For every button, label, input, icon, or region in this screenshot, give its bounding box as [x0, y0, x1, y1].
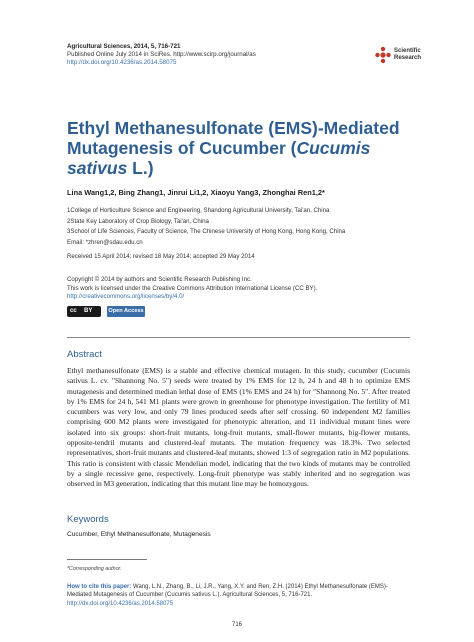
license-link[interactable]: http://creativecommons.org/licenses/by/4.0/ — [67, 293, 185, 301]
title-part-3: L.) — [127, 158, 154, 178]
copyright-line-2: This work is licensed under the Creative Commons Attribution International License (CC BY). — [67, 284, 318, 292]
by-label: BY — [84, 308, 93, 314]
paper-title — [67, 118, 407, 178]
keywords-text: Cucumber, Ethyl Methanesulfonate, Mutagenesis — [67, 531, 211, 538]
journal-citation: Agricultural Sciences, 2014, 5, 716-721 — [67, 43, 181, 50]
title-part-1: Ethyl Methanesulfonate (EMS)-Mediated — [67, 118, 400, 138]
citation-doi[interactable]: http://dx.doi.org/10.4236/as.2014.58075 — [67, 600, 174, 607]
citation — [67, 583, 412, 608]
keywords-heading: Keywords — [67, 514, 109, 525]
journal-published: Published Online July 2014 in SciRes. http://www.scirp.org/journal/as — [67, 51, 256, 58]
abstract-text: Ethyl methanesulfonate (EMS) is a stable and effective chemical mutagen. In this study, cucumber (Cucumis sativus L. cv. "Shannong No. 5") seeds were treated by 1% EMS for 12 h, 24 h and 48 h to optimize EMS mutagenesis and determined median lethal dose of EMS (1% EMS and 24 h) for "Shannong No. 5". After treated by 1% EMS for 24 h, 541 M1 plants were grown in greenhouse for phenotype investigation. The fertility of M1 cucumbers was very low, and only 79 lines produced seeds after self crossing. 60 independent M2 families comprising 600 M2 plants were investigated for phenotypic alteration, and 11 individual mutant lines were isolated into six groups: short-fruit mutants, long-fruit mutants, small-flower mutants, big-flower mutants, opposite-tendril mutants and clustered-leaf mutants. The mutation frequency was 18.3%. Two selected representatives, short-fruit mutants and clustered-leaf mutants, showed 1:3 of segregation ratio in M2 populations. This ratio is consistent with classic Mendelian model, indicating that the two kinds of mutants may be controlled by a single recessive gene, respectively. Long-fruit phenotype was stably inherited and no segregation was observed in M3 generation, indicating that this mutant line may be homozygous. — [67, 366, 410, 489]
cc-by-badge[interactable] — [67, 306, 101, 317]
journal-doi[interactable]: http://dx.doi.org/10.4236/as.2014.58075 — [67, 59, 177, 66]
open-access-badge[interactable]: Open Access — [107, 306, 145, 317]
publisher-logo — [374, 44, 444, 66]
copyright-line-1: Copyright © 2014 by authors and Scientific Research Publishing Inc. — [67, 276, 252, 283]
publisher-line-1: Scientific — [394, 48, 421, 54]
abstract-heading: Abstract — [67, 349, 102, 360]
citation-label: How to cite this paper: — [67, 584, 132, 590]
copyright — [67, 276, 397, 302]
affiliations — [67, 206, 407, 248]
citation-text: Wang, L.N., Zhang, B., Li, J.R., Yang, X.Y. and Ren, Z.H. (2014) Ethyl Methanesulfonate (EMS)-Mediated Mutagenesis of Cucumber (Cucumis sativus L.). Agricultural Sciences, 5, 716-721. — [67, 584, 388, 599]
title-italic: Cucumis sativus — [67, 138, 371, 178]
publisher-line-2: Research — [394, 55, 422, 61]
scientific-research-logo-icon — [374, 46, 392, 64]
dates: Received 15 April 2014; revised 18 May 2014; accepted 29 May 2014 — [67, 253, 255, 260]
affiliation-2: 2State Key Laboratory of Crop Biology, Tai'an, China — [67, 217, 209, 225]
journal-info — [67, 43, 256, 67]
authors: Lina Wang1,2, Bing Zhang1, Jinrui Li1,2, Xiaoyu Yang3, Zhonghai Ren1,2* — [67, 188, 325, 197]
title-part-2: Mutagenesis of Cucumber ( — [67, 138, 297, 158]
email[interactable]: Email: *zhren@sdau.edu.cn — [67, 238, 143, 246]
footnote-rule — [67, 559, 147, 560]
cc-label: cc — [70, 308, 77, 314]
divider-top — [67, 337, 410, 338]
affiliation-1: 1College of Horticulture Science and Engineering, Shandong Agricultural University, Tai'an, China — [67, 207, 330, 214]
affiliation-3: 3School of Life Sciences, Faculty of Science, The Chinese University of Hong Kong, Hong Kong, China — [67, 228, 346, 235]
page-number: 716 — [232, 622, 243, 628]
corresponding-footnote: *Corresponding author. — [67, 566, 122, 572]
publisher-name — [394, 48, 421, 62]
